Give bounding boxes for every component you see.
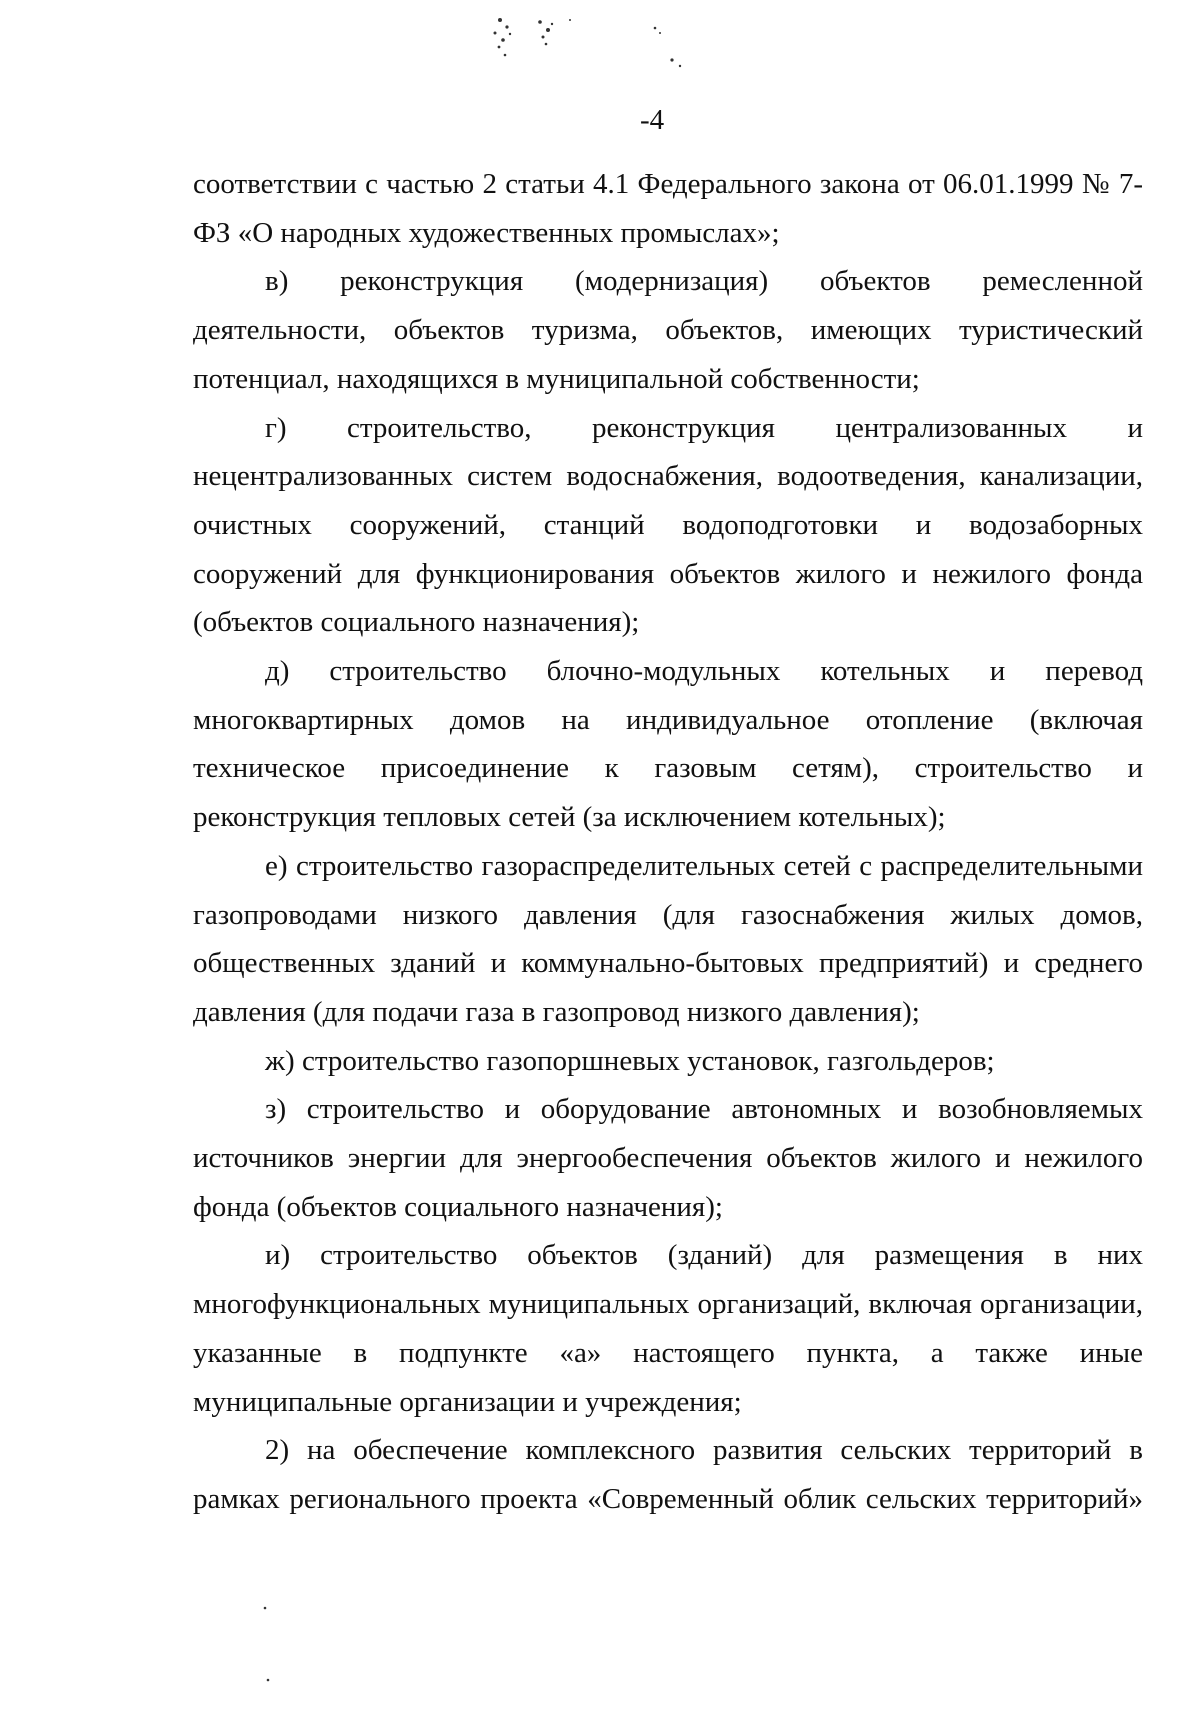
page-number: -4 <box>640 104 665 136</box>
paragraph-item-zh: ж) строительство газопоршневых установок, газгольдеров; <box>265 1044 995 1077</box>
paragraph-item-z: з) строительство и оборудование автономных и возобновляемых источников энергии для энергообеспечения объектов жилого и нежилого фонда (объектов социального назначения); <box>193 1093 1143 1223</box>
paragraph-point-2: 2) на обеспечение комплексного развития сельских территорий в рамках регионального проекта «Современный облик сельских территорий» <box>193 1434 1143 1515</box>
paragraph-item-e: е) строительство газораспределительных сетей с распределительными газопроводами низкого давления (для газоснабжения жилых домов, общественных зданий и коммунально-бытовых предприятий) и среднего давления (для подачи газа в газопровод низкого давления); <box>193 849 1143 1028</box>
paragraph-item-d: д) строительство блочно-модульных котельных и перевод многоквартирных домов на индивидуальное отопление (включая техническое присоединение к газовым сетям), строительство и реконструкция тепловых сетей (за исключением котельных); <box>193 655 1143 834</box>
document-body <box>193 160 1143 1524</box>
paragraph-continuation: соответствии с частью 2 статьи 4.1 Федерального закона от 06.01.1999 № 7-ФЗ «О народных художественных промыслах»; <box>193 168 1143 249</box>
paragraph-item-i: и) строительство объектов (зданий) для размещения в них многофункциональных муниципальных организаций, включая организации, указанные в подпункте «а» настоящего пункта, а также иные муниципальные организации и учреждения; <box>193 1239 1143 1418</box>
paragraph-item-g: г) строительство, реконструкция централизованных и нецентрализованных систем водоснабжения, водоотведения, канализации, очистных сооружений, станций водоподготовки и водозаборных сооружений для функционирования объектов жилого и нежилого фонда (объектов социального назначения); <box>193 411 1143 639</box>
paragraph-item-v: в) реконструкция (модернизация) объектов ремесленной деятельности, объектов туризма, объектов, имеющих туристический потенциал, находящихся в муниципальной собственности; <box>193 265 1143 395</box>
